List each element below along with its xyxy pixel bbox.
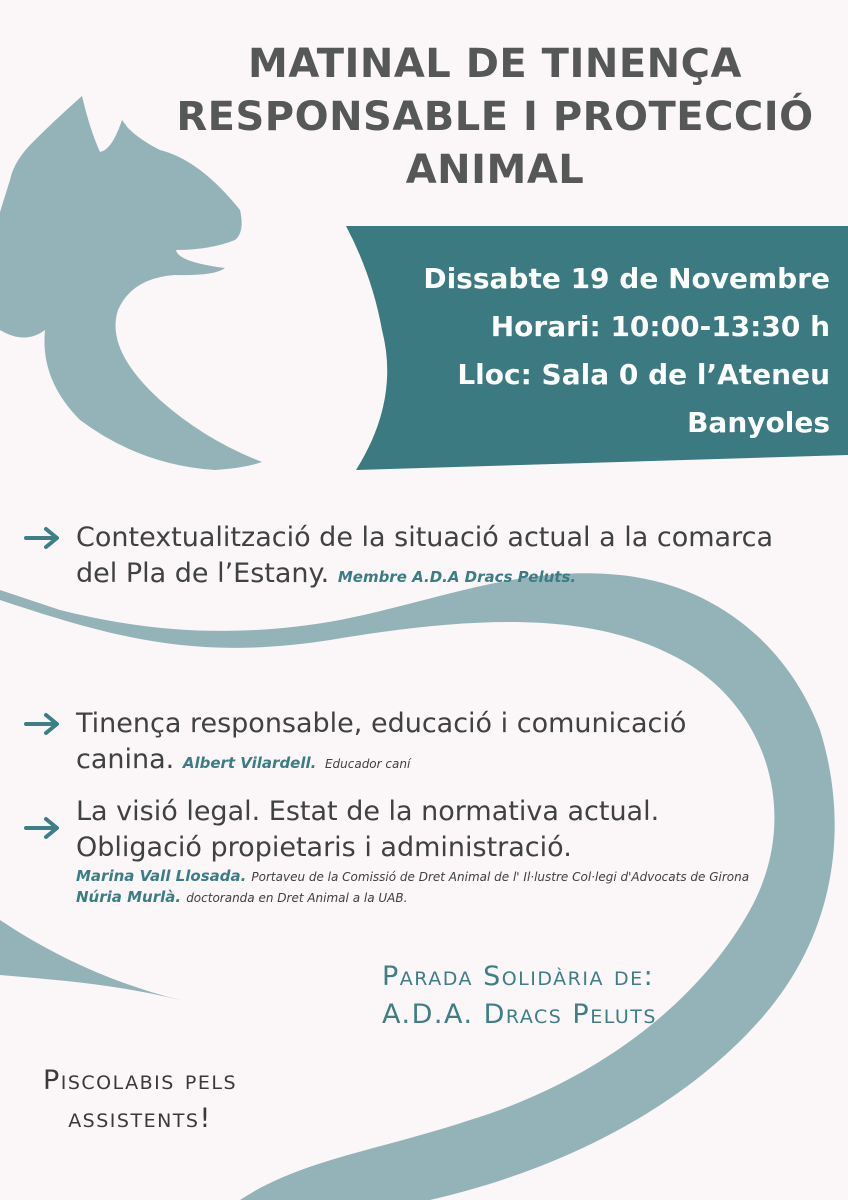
speaker-name: Marina Vall Llosada. [76, 867, 247, 885]
title-line-3: ANIMAL [405, 147, 585, 193]
speaker-name: Núria Murlà. [76, 888, 182, 906]
speaker-name: Albert Vilardell. [182, 754, 317, 772]
speaker-line [76, 866, 836, 887]
piscolabis-line-1: Piscolabis pels [42, 1065, 238, 1096]
title-line-2: RESPONSABLE I PROTECCIÓ [176, 94, 814, 140]
speaker-credits [76, 866, 836, 908]
arrow-right-icon [24, 816, 62, 840]
parada-line-2: A.D.A. Dracs Peluts [382, 999, 657, 1030]
speaker-name: Membre A.D.A Dracs Peluts [337, 568, 571, 586]
snack-notice [10, 1062, 270, 1138]
event-place: Lloc: Sala 0 de l’Ateneu [457, 358, 830, 391]
program-item-text [76, 520, 773, 595]
parada-line-1: Parada Solidària de: [382, 961, 655, 992]
piscolabis-line-2: assistents! [68, 1103, 212, 1134]
arrow-right-icon [24, 526, 62, 550]
event-place-town: Banyoles [687, 406, 830, 439]
title-line-1: MATINAL DE TINENÇA [248, 41, 742, 87]
arrow-right-icon [24, 712, 62, 736]
program-line [76, 742, 686, 782]
speaker-role: Portaveu de la Comissió de Dret Animal de l' Il·lustre Col·legi d'Advocats de Girona [251, 870, 750, 884]
program-line: La visió legal. Estat de la normativa actual. [76, 796, 660, 827]
program-line: Tinença responsable, educació i comunicació [76, 708, 687, 739]
speaker-suffix: . [570, 568, 577, 586]
poster-title [150, 38, 840, 197]
program-line: Obligació propietaris i administració. [76, 832, 572, 863]
ribbon-curl [0, 920, 180, 1000]
program-item-text [76, 794, 659, 866]
program-line: Contextualització de la situació actual a la comarca [76, 522, 773, 553]
speaker-role: Educador caní [324, 757, 411, 771]
speaker-role: doctoranda en Dret Animal a la UAB. [186, 891, 408, 905]
speaker-line [76, 887, 836, 908]
event-date: Dissabte 19 de Novembre [423, 262, 830, 295]
event-time: Horari: 10:00-13:30 h [490, 310, 830, 343]
event-details [360, 255, 830, 447]
solidarity-stand [382, 958, 657, 1034]
program-item-text [76, 706, 686, 782]
program-line [76, 556, 773, 595]
program-line-text: canina. [76, 744, 175, 775]
program-line-text: del Pla de l’Estany. [76, 558, 330, 589]
